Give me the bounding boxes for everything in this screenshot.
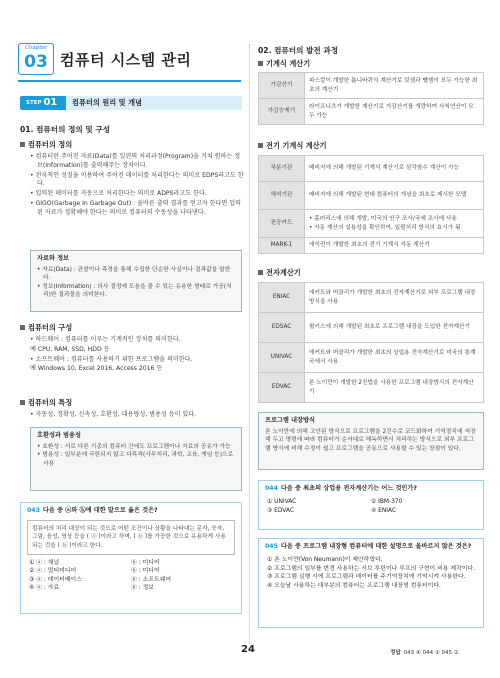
step-title: 컴퓨터의 원리 및 개념 — [72, 98, 142, 107]
option: ⓑ : 정보 — [131, 585, 155, 592]
definition-list — [30, 153, 244, 219]
square-bullet-icon — [20, 325, 25, 330]
table-row — [259, 343, 484, 373]
square-bullet-icon — [20, 142, 25, 147]
subsection-electromechanical: 전기 기계식 계산기 — [258, 141, 327, 151]
question-stem: 043 다음 중 ⓐ와 ⓑ에 대한 말으로 옳은 것은? — [27, 507, 158, 514]
header-divider — [18, 80, 241, 82]
box-title: 자료와 정보 — [37, 255, 70, 262]
page-number: 24 — [241, 644, 255, 655]
table-value: 에이컨이 개발한 최초의 전기 기계식 자동 계산기 — [305, 238, 484, 254]
table-value: 파스칼이 개발한 톱니바퀴식 계산기로 덧셈과 뺄셈이 모두 가능한 최초의 계산기 — [305, 73, 484, 99]
info-box-compatibility — [30, 427, 242, 491]
table-key: ENIAC — [259, 283, 305, 313]
table-key: 천공카드 — [259, 210, 305, 238]
table-key: 가감승제기 — [259, 99, 305, 125]
option[interactable]: ④ ENIAC — [371, 507, 397, 514]
mechanical-table — [258, 72, 484, 125]
chapter-number: 03 — [24, 52, 48, 72]
table-row — [259, 238, 484, 254]
option: ⓑ : 미디어 — [131, 559, 160, 566]
answer-key: 정답 043 ④ 044 ① 045 ② — [390, 650, 459, 656]
list-item: • 전자적인 성질을 이용하여 주어진 데이터를 처리한다는 의미로 EDPS라고도 한다. — [30, 171, 244, 188]
subsection-definition: 컴퓨터의 정의 — [20, 140, 72, 150]
list-item: • 입력된 데이터를 자동으로 처리한다는 의미로 ADPS라고도 한다. — [30, 190, 207, 198]
list-item: 예 Windows 10, Excel 2016, Access 2016 등 — [30, 365, 163, 373]
list-item: • 하드웨어 : 컴퓨터를 이루는 기계적인 장치를 의미한다. — [30, 336, 181, 343]
info-box-data-information — [30, 250, 242, 312]
subsection-mechanical: 기계식 계산기 — [258, 59, 310, 69]
question-options — [259, 556, 483, 594]
table-row — [259, 182, 484, 210]
table-row — [259, 99, 484, 125]
features-list — [30, 411, 244, 421]
question-stem: 044 다음 중 최초의 상업용 전자계산기는 어느 것인가? — [265, 485, 417, 492]
chapter-badge — [18, 43, 54, 75]
option[interactable]: ① UNIVAC — [267, 498, 297, 505]
electromechanical-table — [258, 155, 484, 254]
square-bullet-icon — [258, 270, 263, 275]
box-title: 프로그램 내장방식 — [265, 417, 315, 424]
box-title: 호환성과 범용성 — [37, 432, 81, 439]
column-divider — [249, 44, 250, 644]
table-value: 배비지에 의해 개발된 현대 컴퓨터의 개념을 최초로 제시한 모델 — [305, 182, 484, 210]
option[interactable]: ② 프로그램의 일부를 변경 사용하는 서브 루틴이나 루프의 구현이 비용 제작이다. — [267, 565, 475, 572]
table-key: 가감산기 — [259, 73, 305, 99]
option: ⓑ : 미디어 — [131, 568, 160, 575]
question-045 — [258, 538, 484, 628]
option[interactable]: ③ 프로그램 실행 시에 프로그램과 데이터를 주기억장치에 기억시켜 사용한다. — [267, 574, 466, 581]
table-row — [259, 156, 484, 182]
option[interactable]: ① 폰 노이만(Von Neumann)이 제안하였다. — [267, 556, 383, 563]
list-item: • 자동성, 정확성, 신속성, 호환성, 대용량성, 범용성 등이 있다. — [30, 411, 197, 418]
table-key: EDVAC — [259, 373, 305, 403]
table-value: 윌키스에 의해 개발된 최초로 프로그램 내장을 도입한 전자계산기 — [305, 313, 484, 343]
box-item: • 호환성 : 서로 다른 기종의 컴퓨터 간에도 프로그램이나 자료의 공유가 가능 — [37, 443, 231, 450]
option[interactable]: ③ EDVAC — [267, 507, 294, 514]
option[interactable]: ④ 오늘날 사용하는 대부분의 컴퓨터는 프로그램 내장형 컴퓨터이다. — [267, 582, 441, 589]
composition-list — [30, 336, 244, 375]
chapter-title: 컴퓨터 시스템 관리 — [60, 51, 192, 69]
subsection-composition: 컴퓨터의 구성 — [20, 323, 72, 333]
step-bar — [20, 96, 242, 110]
section-title-definition: 01. 컴퓨터의 정의 및 구성 — [20, 125, 111, 134]
option[interactable]: ④ ⓐ : 자료 — [29, 585, 60, 592]
table-row — [259, 73, 484, 99]
table-value: 에커트와 머클리가 개발한 최초의 상업용 전자계산기로 미국의 통계국에서 사용 — [305, 343, 484, 373]
subsection-features: 컴퓨터의 특징 — [20, 398, 72, 408]
table-value: • 홀러리스에 의해 개발, 미국의 인구 조사/국세 조사에 사용 • 자동 계산의 실용성을 확인하여, 일괄처리 방식의 효시가 됨 — [305, 210, 484, 238]
square-bullet-icon — [20, 400, 25, 405]
square-bullet-icon — [258, 143, 263, 148]
table-key: 해석기관 — [259, 182, 305, 210]
subsection-electronic: 전자계산기 — [258, 268, 301, 278]
table-row — [259, 313, 484, 343]
question-043 — [20, 502, 242, 614]
option[interactable]: ② IBM-370 — [371, 498, 403, 505]
info-box-stored-program — [258, 412, 484, 470]
question-options — [259, 498, 483, 519]
option[interactable]: ③ ⓐ : 데이터베이스 — [29, 576, 82, 583]
box-item: • 정보(Information) : 의사 결정에 도움을 줄 수 있는 유용한 형태로 가공(처리)한 결과물을 의미한다. — [37, 283, 232, 299]
option[interactable]: ② ⓐ : 멀티미디어 — [29, 568, 77, 575]
box-item: • 범용성 : 일부분에 국한되지 않고 다목적(사무처리, 과학, 교육, 게임 등)으로 사용 — [37, 452, 234, 467]
table-row — [259, 373, 484, 403]
table-value: 폰 노이만이 개발한 2진법을 사용한 프로그램 내장방식의 전자계산기 — [305, 373, 484, 403]
option: ⓑ : 소프트웨어 — [131, 576, 172, 583]
option[interactable]: ① ⓐ : 채널 — [29, 559, 60, 566]
table-key: UNIVAC — [259, 343, 305, 373]
table-value: 라이프니츠가 개발한 계산기로 가감산기를 개량하여 사칙연산이 모두 가능 — [305, 99, 484, 125]
list-item: • 컴퓨터란 주어진 자료(Data)를 일련의 처리과정(Program)을 거쳐 원하는 정보(Information)를 출력해주는 장치이다. — [30, 153, 241, 169]
question-options — [21, 555, 241, 597]
question-stem: 045 다음 중 프로그램 내장형 컴퓨터에 대한 설명으로 올바르지 않은 것은? — [265, 543, 472, 550]
table-row — [259, 283, 484, 313]
question-044 — [258, 480, 484, 530]
table-key: 차분기관 — [259, 156, 305, 182]
list-item: 예 CPU, RAM, SSD, HDD 등 — [30, 345, 110, 353]
list-item: • 소프트웨어 : 컴퓨터를 사용하기 위한 프로그램을 의미한다. — [30, 355, 193, 363]
list-item: • GIGO(Garbage In Garbage Out) : 올바른 출력 결과를 얻고자 한다면 입력된 자료가 정확해야 한다는 의미로 컴퓨터의 수동성을 나타낸다. — [30, 200, 242, 216]
table-key: MARK-1 — [259, 238, 305, 254]
table-row — [259, 210, 484, 238]
question-passage: 컴퓨터의 처리 대상이 되는 것으로 어떤 조건이나 상황을 나타내는 문자, 숫자, 그림, 음성, 영상 등을 ( ⓐ )이라고 하며, ( ⓑ )를 가공한 것으로 유용하게 사용되는 것을 ( ⓑ )이라고 한다. — [27, 520, 235, 555]
electronic-table — [258, 282, 484, 403]
box-item: • 자료(Data) : 관찰이나 측정을 통해 수집한 단순한 사실이나 결과값을 말한다. — [37, 266, 231, 282]
section-title-history: 02. 컴퓨터의 발전 과정 — [258, 46, 339, 55]
table-key: EDSAC — [259, 313, 305, 343]
box-text: 폰 노이만에 의해 고안된 방식으로 프로그램을 2진수로 코드화하여 기억장치에 저장해 두고 명령에 따라 컴퓨터가 순서대로 해독하면서 처리하는 방식으로 외부 프로그램 방식에 비해 수정이 쉽고 프로그램을 공동으로 사용할 수 있는 장점이 있다. — [265, 428, 476, 452]
chapter-label: Chapter — [25, 45, 47, 51]
table-value: 에커트와 머클리가 개발한 최초의 전자계산기로 외부 프로그램 내장방식을 사용 — [305, 283, 484, 313]
table-value: 배비지에 의해 개발된 기계식 계산기로 삼각함수 계산이 가능 — [305, 156, 484, 182]
square-bullet-icon — [258, 61, 263, 66]
step-tag: STEP 01 — [20, 96, 66, 110]
